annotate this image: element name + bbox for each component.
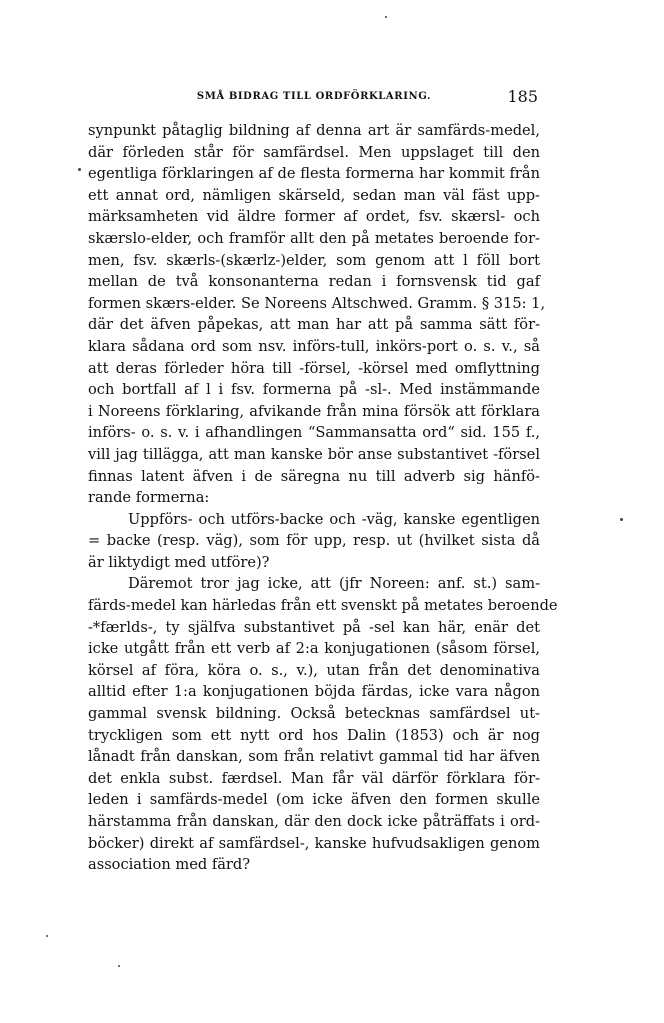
text-line: icke utgått från ett verb af 2:a konjugationen (såsom försel, xyxy=(88,640,540,658)
text-line: det enkla subst. færdsel. Man får väl därför förklara för- xyxy=(88,769,540,787)
text-line: böcker) direkt af samfärdsel-, kanske hufvudsakligen genom xyxy=(88,834,540,852)
scan-speck xyxy=(78,168,81,171)
text-line: -*færlds-, ty själfva substantivet på -sel kan här, enär det xyxy=(88,618,540,636)
text-line: körsel af föra, köra o. s., v.), utan från det denominativa xyxy=(88,661,540,679)
scan-speck xyxy=(620,518,623,521)
text-line: där förleden står för samfärdsel. Men uppslaget till den xyxy=(88,143,540,161)
scan-speck xyxy=(46,935,48,937)
scan-speck xyxy=(118,965,120,967)
text-line: gammal svensk bildning. Också betecknas samfärdsel ut- xyxy=(88,705,540,723)
text-line: Uppförs- och utförs-backe och -väg, kanske egentligen xyxy=(128,510,540,528)
text-line: lånadt från danskan, som från relativt gammal tid har äfven xyxy=(88,748,540,766)
scan-speck xyxy=(385,16,387,18)
text-line: = backe (resp. väg), som för upp, resp. ut (hvilket sista då xyxy=(88,532,540,550)
text-line: ett annat ord, nämligen skärseld, sedan man väl fäst upp- xyxy=(88,186,540,204)
text-line: association med färd? xyxy=(88,856,251,874)
text-line: tryckligen som ett nytt ord hos Dalin (1853) och är nog xyxy=(88,726,540,744)
text-line: införs- o. s. v. i afhandlingen “Sammansatta ord“ sid. 155 f., xyxy=(88,424,540,442)
text-line: att deras förleder höra till -försel, -körsel med omflyttning xyxy=(88,359,540,377)
text-line: egentliga förklaringen af de flesta formerna har kommit från xyxy=(88,165,540,183)
text-line: alltid efter 1:a konjugationen böjda färdas, icke vara någon xyxy=(88,683,540,701)
text-line: mellan de två konsonanterna redan i fornsvensk tid gaf xyxy=(88,273,540,291)
page-number: 185 xyxy=(507,87,538,106)
text-line: och bortfall af l i fsv. formerna på -sl-. Med instämmande xyxy=(88,381,540,399)
running-title: SMÅ BIDRAG TILL ORDFÖRKLARING. xyxy=(196,91,432,102)
text-line: men, fsv. skærls-(skærlz-)elder, som genom att l föll bort xyxy=(88,251,540,269)
text-line: märksamheten vid äldre former af ordet, fsv. skærsl- och xyxy=(88,208,540,226)
text-line: skærslo-elder, och framför allt den på metates beroende for- xyxy=(88,229,540,247)
text-line: klara sådana ord som nsv. införs-tull, inkörs-port o. s. v., så xyxy=(88,337,540,355)
text-line: färds-medel kan härledas från ett svenskt på metates beroende xyxy=(88,597,558,615)
text-line: är liktydigt med utföre)? xyxy=(88,553,270,571)
text-line: där det äfven påpekas, att man har att på samma sätt för- xyxy=(88,316,540,334)
text-line: vill jag tillägga, att man kanske bör anse substantivet -försel xyxy=(88,445,540,463)
text-line: finnas latent äfven i de säregna nu till adverb sig hänfö- xyxy=(88,467,540,485)
page-header xyxy=(88,87,540,107)
text-line: härstamma från danskan, där den dock icke påträffats i ord- xyxy=(88,813,540,830)
text-line: formen skærs-elder. Se Noreens Altschwed. Gramm. § 315: 1, xyxy=(88,294,546,312)
body-text xyxy=(88,120,558,876)
text-line: leden i samfärds-medel (om icke äfven den formen skulle xyxy=(88,791,540,809)
text-line: rande formerna: xyxy=(88,489,210,507)
text-line: Däremot tror jag icke, att (jfr Noreen: anf. st.) sam- xyxy=(128,575,540,593)
text-line: synpunkt påtaglig bildning af denna art är samfärds-medel, xyxy=(88,122,540,139)
text-line: i Noreens förklaring, afvikande från mina försök att förklara xyxy=(88,402,540,420)
